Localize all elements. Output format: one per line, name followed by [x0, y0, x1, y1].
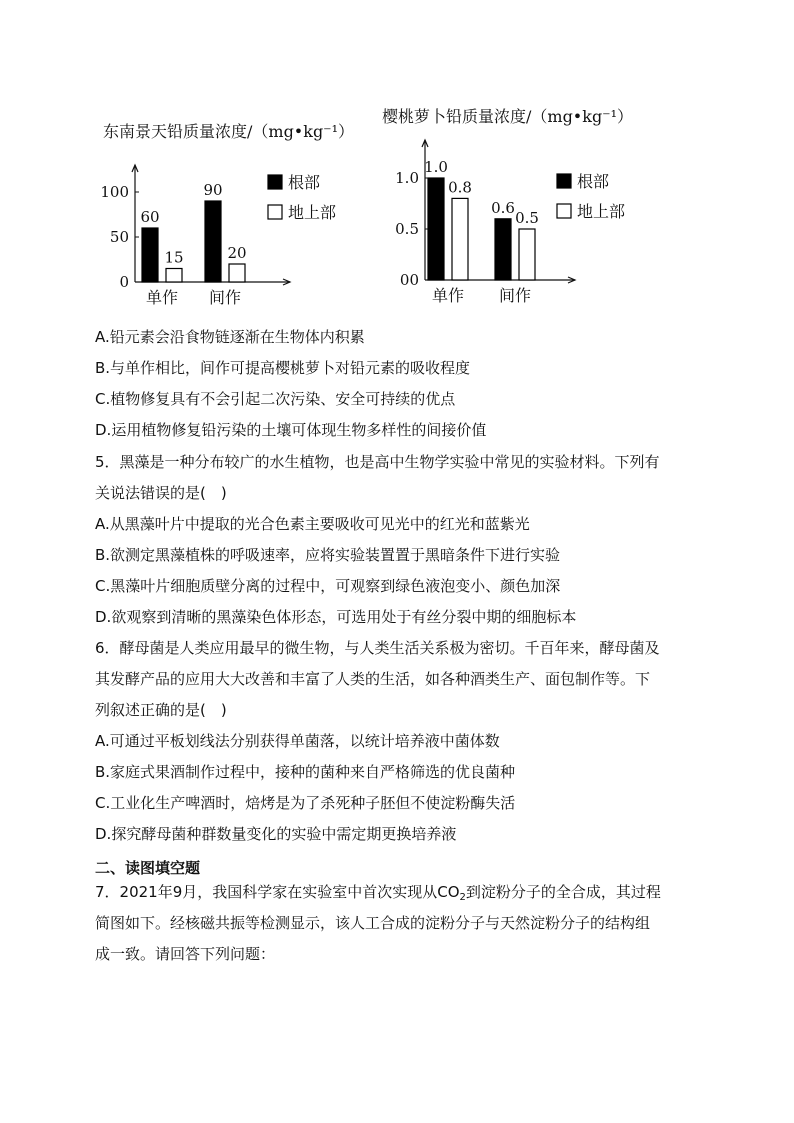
option-6d: D.探究酵母菌种群数量变化的实验中需定期更换培养液 — [95, 825, 457, 843]
section-heading: 二、读图填空题 — [95, 859, 201, 877]
q7-co2-subscript: 2 — [459, 892, 466, 903]
chart1-x-category-label: 单作 — [145, 288, 179, 307]
question-6-stem: 6．酵母菌是人类应用最早的微生物，与人类生活关系极为密切。千百年来，酵母菌及 — [95, 639, 660, 657]
chart-sedum-lead — [95, 115, 365, 315]
option-6a: A.可通过平板划线法分别获得单菌落，以统计培养液中菌体数 — [95, 732, 500, 750]
chart1-bar-root-0 — [142, 228, 158, 282]
chart2-legend-swatch-1 — [557, 204, 571, 218]
chart2-bar-root-1 — [495, 219, 511, 280]
option-4c: C.植物修复具有不会引起二次污染、安全可持续的优点 — [95, 390, 456, 408]
question-7-line2: 简图如下。经核磁共振等检测显示，该人工合成的淀粉分子与天然淀粉分子的结构组 — [95, 914, 651, 932]
chart2-data-label: 0.8 — [448, 178, 472, 197]
option-5a: A.从黑藻叶片中提取的光合色素主要吸收可见光中的红光和蓝紫光 — [95, 515, 530, 533]
chart1-legend-label-1: 地上部 — [288, 203, 337, 222]
chart1-bar-shoot-0 — [166, 269, 182, 283]
question-6-stem-cont2: 列叙述正确的是( ) — [95, 701, 227, 719]
chart2-y-tick-label: 00 — [399, 271, 419, 289]
chart2-bar-shoot-1 — [519, 229, 535, 280]
question-7-line3: 成一致。请回答下列问题： — [95, 945, 276, 963]
chart2-data-label: 1.0 — [424, 158, 448, 176]
chart2-data-label: 0.6 — [491, 198, 515, 217]
chart2-data-label: 0.5 — [515, 209, 539, 227]
option-6c: C.工业化生产啤酒时，焙烤是为了杀死种子胚但不使淀粉酶失活 — [95, 794, 516, 812]
option-5c: C.黑藻叶片细胞质壁分离的过程中，可观察到绿色液泡变小、颜色加深 — [95, 577, 561, 595]
question-6-stem-cont1: 其发酵产品的应用大大改善和丰富了人类的生活，如各种酒类生产、面包制作等。下 — [95, 670, 651, 688]
chart1-y-tick-label: 100 — [100, 183, 129, 201]
chart1-data-label: 90 — [203, 181, 223, 199]
chart1-legend-swatch-1 — [268, 205, 282, 219]
chart1-x-category-label: 间作 — [208, 288, 242, 307]
chart2-bar-root-0 — [428, 178, 444, 280]
chart1-data-label: 15 — [164, 248, 184, 267]
chart2-title: 樱桃萝卜铅质量浓度/（mg•kg⁻¹） — [382, 107, 634, 126]
chart-sedum-lead-svg — [95, 115, 365, 315]
q7-text-after-sub: 到淀粉分子的全合成，其过程 — [465, 883, 661, 901]
question-5-stem: 5．黑藻是一种分布较广的水生植物，也是高中生物学实验中常见的实验材料。下列有 — [95, 453, 660, 471]
chart1-bar-root-1 — [205, 201, 221, 282]
chart2-x-category-label: 单作 — [431, 286, 465, 305]
chart1-legend-label-0: 根部 — [288, 173, 321, 192]
chart2-legend-swatch-0 — [557, 174, 571, 188]
option-5d: D.欲观察到清晰的黑藻染色体形态，可选用处于有丝分裂中期的细胞标本 — [95, 608, 577, 626]
chart-radish-lead-svg — [375, 100, 645, 310]
question-5-stem-cont: 关说法错误的是( ) — [95, 484, 227, 502]
chart1-y-tick-label: 50 — [109, 228, 129, 246]
chart2-legend-label-0: 根部 — [577, 172, 610, 191]
chart1-data-label: 20 — [227, 244, 247, 262]
chart1-legend-swatch-0 — [268, 175, 282, 189]
option-5b: B.欲测定黑藻植株的呼吸速率，应将实验装置置于黑暗条件下进行实验 — [95, 546, 561, 564]
chart2-y-tick-label: 1.0 — [395, 169, 419, 187]
chart1-y-tick-label: 0 — [119, 273, 129, 291]
chart1-bar-shoot-1 — [229, 264, 245, 282]
chart1-data-label: 60 — [140, 208, 160, 226]
question-7-line1 — [95, 882, 661, 902]
chart-radish-lead — [375, 100, 645, 310]
option-4d: D.运用植物修复铅污染的土壤可体现生物多样性的间接价值 — [95, 421, 487, 439]
q7-text-before-sub: 7．2021年9月，我国科学家在实验室中首次实现从CO — [95, 883, 460, 901]
chart2-y-tick-label: 0.5 — [395, 220, 419, 238]
option-4a: A.铅元素会沿食物链逐渐在生物体内积累 — [95, 328, 365, 346]
chart2-legend-label-1: 地上部 — [577, 202, 626, 221]
option-6b: B.家庭式果酒制作过程中，接种的菌种来自严格筛选的优良菌种 — [95, 763, 516, 781]
chart2-bar-shoot-0 — [452, 198, 468, 280]
option-4b: B.与单作相比，间作可提高樱桃萝卜对铅元素的吸收程度 — [95, 359, 471, 377]
chart2-x-category-label: 间作 — [498, 286, 532, 305]
chart1-title: 东南景天铅质量浓度/（mg•kg⁻¹） — [103, 122, 355, 141]
